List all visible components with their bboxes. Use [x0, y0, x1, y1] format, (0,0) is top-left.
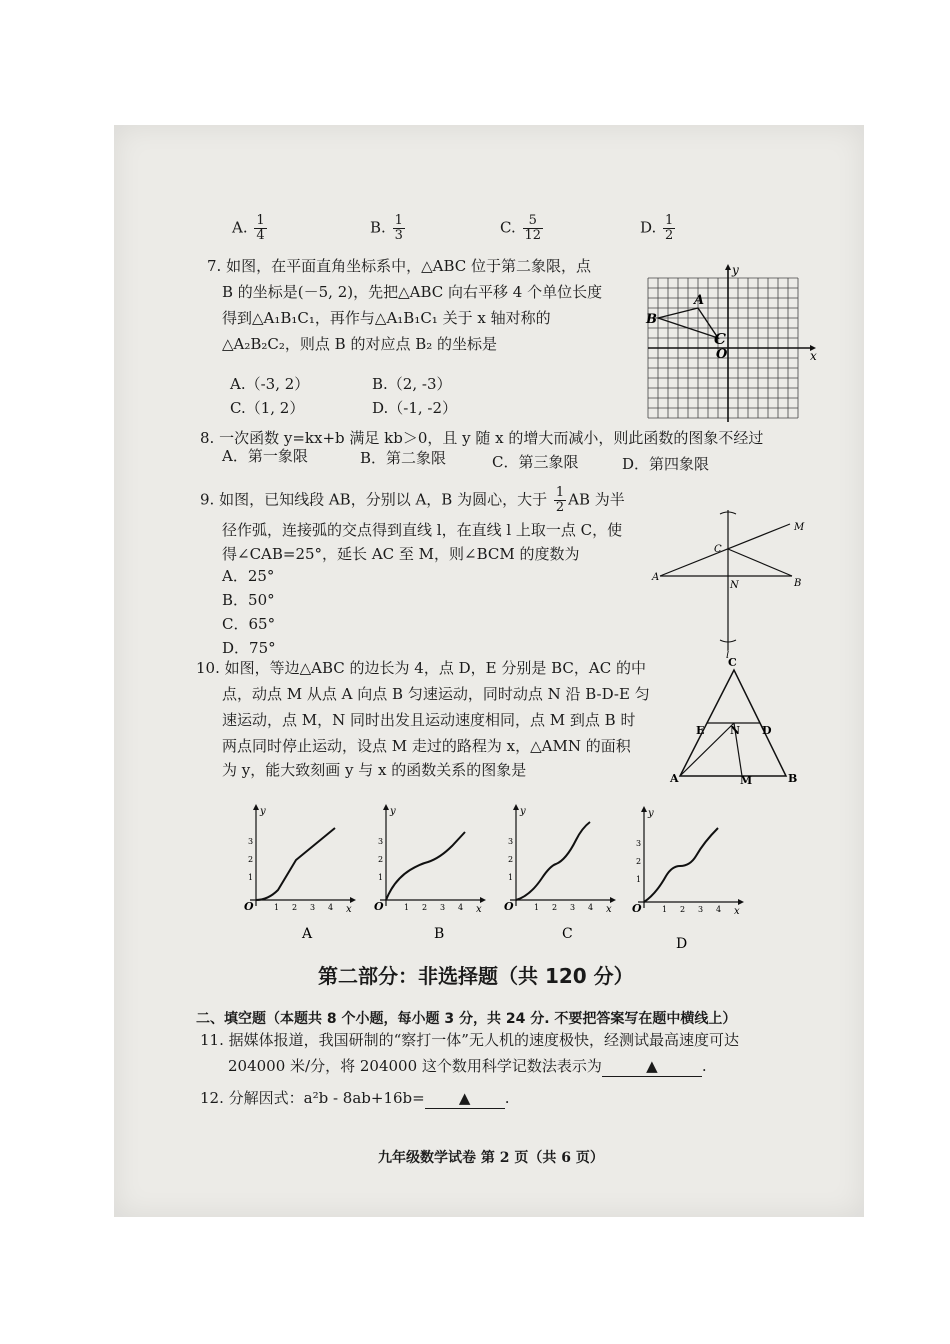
fill-section-header: 二、填空题（本题共 8 个小题，每小题 3 分，共 24 分. 不要把答案写在题中横线上）: [196, 1011, 737, 1027]
q7-x-axis-label: x: [810, 349, 817, 363]
q10-point-c-label: C: [728, 656, 737, 669]
q10-stem-line3: 速运动，点 M，N 同时出发且运动速度相同，点 M 到点 B 时: [222, 711, 636, 729]
q9-point-c-label: C: [714, 544, 722, 555]
svg-text:3: 3: [636, 839, 642, 848]
q10-point-b-label: B: [788, 772, 798, 785]
svg-text:x: x: [606, 904, 612, 915]
q9-option-c: C．65°: [222, 615, 276, 633]
svg-text:x: x: [734, 906, 740, 917]
svg-text:1: 1: [248, 873, 254, 882]
q9-option-d: D．75°: [222, 639, 276, 657]
svg-text:2: 2: [680, 905, 686, 914]
svg-text:3: 3: [440, 903, 446, 912]
svg-text:y: y: [520, 806, 526, 817]
svg-text:4: 4: [588, 903, 594, 912]
svg-text:1: 1: [378, 873, 384, 882]
q10-graph-c: [490, 800, 620, 940]
q10-graph-a-label: A: [302, 926, 313, 942]
q9-stem-line1: 9. 如图，已知线段 AB，分别以 A，B 为圆心，大于 $\frac{1}{2}$ AB 为半: [200, 485, 625, 515]
svg-text:4: 4: [716, 905, 722, 914]
q10-point-n-label: N: [730, 724, 741, 737]
q9-fraction-half: $\frac{1}{2}$: [555, 485, 565, 515]
q10-graph-d: [618, 802, 748, 952]
svg-text:4: 4: [328, 903, 334, 912]
svg-text:3: 3: [570, 903, 576, 912]
q9-line-l-label: l: [726, 650, 730, 661]
q10-point-m-label: M: [740, 774, 753, 787]
q11-stem-line1: 11. 据媒体报道，我国研制的“察打一体”无人机的速度极快，经测试最高速度可达: [200, 1031, 739, 1049]
q6-option-c: C. $\frac{5}{12}$: [500, 213, 542, 243]
svg-text:O: O: [374, 900, 384, 913]
q10-equilateral-triangle-figure: [670, 652, 800, 787]
q8-option-d: D．第四象限: [622, 455, 710, 473]
q10-point-d-label: D: [762, 724, 772, 737]
q7-stem-line2: B 的坐标是(－5, 2)，先把△ABC 向右平移 4 个单位长度: [222, 283, 603, 301]
svg-text:1: 1: [508, 873, 514, 882]
part2-title: 第二部分：非选择题（共 120 分）: [318, 964, 634, 988]
q6-option-b: B. $\frac{1}{3}$: [370, 213, 403, 243]
q11-answer-blank: ▲: [602, 1056, 702, 1077]
svg-text:x: x: [476, 904, 482, 915]
q7-option-a: A.（-3, 2）: [230, 375, 310, 393]
svg-text:3: 3: [248, 837, 254, 846]
svg-text:3: 3: [508, 837, 514, 846]
q8-option-a: A．第一象限: [222, 447, 308, 465]
svg-text:3: 3: [698, 905, 704, 914]
svg-text:2: 2: [422, 903, 428, 912]
q9-point-a-label: A: [652, 572, 660, 583]
q9-perpendicular-bisector-figure: [650, 500, 810, 660]
q9-option-b: B．50°: [222, 591, 275, 609]
q7-option-b: B.（2, -3）: [372, 375, 452, 393]
q10-stem-line2: 点，动点 M 从点 A 向点 B 匀速运动，同时动点 N 沿 B-D-E 匀: [222, 685, 650, 703]
q10-stem-line4: 两点同时停止运动，设点 M 走过的路程为 x，△AMN 的面积: [222, 737, 631, 755]
q7-stem-line3: 得到△A₁B₁C₁，再作与△A₁B₁C₁ 关于 x 轴对称的: [222, 309, 551, 327]
svg-text:y: y: [648, 808, 654, 819]
q9-point-n-label: N: [730, 580, 739, 591]
q10-stem-line1: 10. 如图，等边△ABC 的边长为 4，点 D，E 分别是 BC，AC 的中: [196, 659, 646, 677]
svg-text:2: 2: [292, 903, 298, 912]
svg-text:2: 2: [636, 857, 642, 866]
q6-option-d: D. $\frac{1}{2}$: [640, 213, 674, 243]
svg-text:1: 1: [534, 903, 540, 912]
q10-stem-line5: 为 y，能大致刻画 y 与 x 的函数关系的图象是: [222, 761, 527, 779]
q10-graph-d-label: D: [676, 936, 688, 952]
q12-stem: 12. 分解因式：a²b - 8ab+16b= ▲ .: [200, 1089, 510, 1107]
q9-point-b-label: B: [794, 578, 802, 589]
q7-option-d: D.（-1, -2）: [372, 399, 458, 417]
q10-point-e-label: E: [696, 724, 705, 737]
svg-text:2: 2: [552, 903, 558, 912]
svg-text:y: y: [390, 806, 396, 817]
q8-option-c: C．第三象限: [492, 453, 579, 471]
q7-stem-line4: △A₂B₂C₂，则点 B 的对应点 B₂ 的坐标是: [222, 335, 498, 353]
q10-graph-a: [230, 800, 360, 940]
q7-stem-line1: 7. 如图，在平面直角坐标系中，△ABC 位于第二象限，点: [207, 257, 591, 275]
q12-answer-blank: ▲: [425, 1088, 505, 1109]
q7-y-axis-label: y: [732, 263, 739, 277]
svg-text:1: 1: [274, 903, 280, 912]
svg-text:2: 2: [508, 855, 514, 864]
svg-text:3: 3: [310, 903, 316, 912]
q10-point-a-label: A: [670, 772, 679, 785]
q6-option-a: A. $\frac{1}{4}$: [232, 213, 265, 243]
q9-stem-line3: 得∠CAB=25°，延长 AC 至 M，则∠BCM 的度数为: [222, 545, 580, 563]
q7-point-a-label: A: [694, 293, 705, 308]
page-footer: 九年级数学试卷 第 2 页（共 6 页）: [378, 1150, 604, 1166]
q7-point-b-label: B: [646, 312, 657, 327]
svg-text:1: 1: [636, 875, 642, 884]
svg-text:y: y: [260, 806, 266, 817]
q9-point-m-label: M: [794, 522, 805, 533]
q10-graph-c-label: C: [562, 926, 573, 942]
svg-text:1: 1: [404, 903, 410, 912]
q9-stem-line2: 径作弧，连接弧的交点得到直线 l，在直线 l 上取一点 C，使: [222, 521, 623, 539]
q8-stem: 8. 一次函数 y=kx+b 满足 kb＞0，且 y 随 x 的增大而减小，则此函数的图象不经过: [200, 429, 764, 447]
q10-graph-b-label: B: [434, 926, 445, 942]
q7-point-c-label: C: [714, 330, 726, 348]
svg-text:O: O: [632, 902, 642, 915]
svg-text:2: 2: [248, 855, 254, 864]
svg-text:2: 2: [378, 855, 384, 864]
svg-text:1: 1: [662, 905, 668, 914]
q7-coordinate-grid-figure: [640, 262, 820, 424]
q11-stem-line2: 204000 米/分，将 204000 这个数用科学记数法表示为 ▲ .: [228, 1057, 707, 1075]
q7-origin-label: O: [716, 347, 728, 362]
svg-text:O: O: [244, 900, 254, 913]
q7-option-c: C.（1, 2）: [230, 399, 305, 417]
svg-text:x: x: [346, 904, 352, 915]
q9-option-a: A．25°: [222, 567, 275, 585]
q8-option-b: B．第二象限: [360, 449, 447, 467]
q10-graph-b: [360, 800, 490, 940]
svg-text:O: O: [504, 900, 514, 913]
svg-text:3: 3: [378, 837, 384, 846]
svg-text:4: 4: [458, 903, 464, 912]
